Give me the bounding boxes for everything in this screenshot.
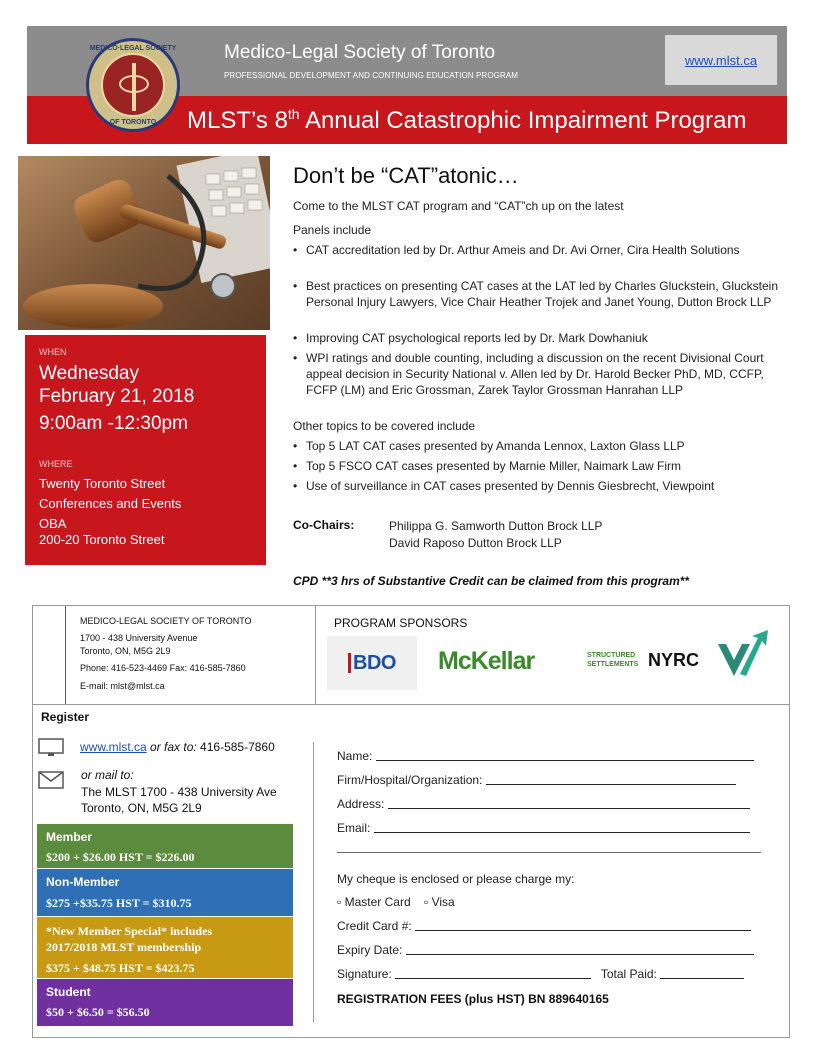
signature-blank[interactable] bbox=[395, 968, 591, 979]
total-paid-blank[interactable] bbox=[660, 968, 744, 979]
expiry-blank[interactable] bbox=[406, 944, 754, 955]
when-where-box bbox=[25, 335, 266, 565]
topic-item: • Top 5 LAT CAT cases presented by Amanda Lennox, Laxton Glass LLP bbox=[293, 438, 783, 454]
seal-bottom-text: OF TORONTO bbox=[109, 119, 157, 126]
register-web-line bbox=[80, 740, 275, 754]
email-field bbox=[337, 821, 750, 835]
contact-phone: Phone: 416-523-4469 Fax: 416-585-7860 bbox=[80, 663, 246, 673]
cochair-name: Philippa G. Samworth Dutton Brock LLP bbox=[389, 519, 603, 533]
headline: Don’t be “CAT”atonic… bbox=[293, 163, 519, 188]
divider bbox=[32, 704, 790, 705]
contact-city: Toronto, ON, M5G 2L9 bbox=[80, 646, 171, 656]
fee-name: Student bbox=[46, 985, 91, 999]
cochair-name: David Raposo Dutton Brock LLP bbox=[389, 536, 562, 550]
seal-center bbox=[101, 53, 165, 117]
bdo-bar-icon bbox=[348, 653, 351, 673]
mckellar-tagline bbox=[587, 651, 638, 669]
name-field bbox=[337, 749, 754, 763]
nyrc-arrow-icon bbox=[712, 630, 770, 684]
mastercard-label: Master Card bbox=[344, 895, 411, 909]
name-label: Name: bbox=[337, 749, 373, 763]
program-title bbox=[187, 106, 746, 135]
topic-item: • Use of surveillance in CAT cases presented by Dennis Giesbrecht, Viewpoint bbox=[293, 478, 783, 494]
envelope-icon bbox=[38, 771, 64, 789]
cpd-credit-note: CPD **3 hrs of Substantive Credit can be claimed from this program** bbox=[293, 574, 690, 588]
cheque-text: My cheque is enclosed or please charge my: bbox=[337, 872, 575, 886]
org-subtitle: PROFESSIONAL DEVELOPMENT AND CONTINUING EDUCATION PROGRAM bbox=[224, 71, 519, 80]
mail-city: Toronto, ON, M5G 2L9 bbox=[81, 801, 202, 815]
fee-member bbox=[37, 824, 293, 868]
signature-field bbox=[337, 967, 744, 981]
sponsors-heading: PROGRAM SPONSORS bbox=[334, 616, 468, 630]
monitor-icon bbox=[38, 738, 64, 758]
signature-label: Signature: bbox=[337, 967, 392, 981]
contact-email: E-mail: mlst@mlst.ca bbox=[80, 681, 165, 691]
fee-non-member bbox=[37, 869, 293, 916]
register-heading: Register bbox=[41, 710, 90, 724]
card-options bbox=[337, 895, 455, 909]
where-line: Twenty Toronto Street bbox=[39, 476, 166, 491]
program-title-pre: MLST’s 8 bbox=[187, 107, 288, 134]
mckellar-logo: McKellar bbox=[438, 647, 535, 675]
contact-address: 1700 - 438 University Avenue bbox=[80, 633, 198, 643]
contact-org: MEDICO-LEGAL SOCIETY OF TORONTO bbox=[80, 616, 252, 626]
panels-heading: Panels include bbox=[293, 223, 372, 237]
website-link[interactable]: www.mlst.ca bbox=[684, 52, 758, 68]
fax-number: 416-585-7860 bbox=[200, 740, 275, 754]
org-name: Medico-Legal Society of Toronto bbox=[224, 42, 496, 63]
expiry-field bbox=[337, 943, 754, 957]
panel-item: • Improving CAT psychological reports led by Dr. Mark Dowhaniuk bbox=[293, 330, 783, 346]
credit-card-field bbox=[337, 919, 751, 933]
checkbox-icon[interactable]: ▫ bbox=[423, 895, 429, 909]
fee-new-member-special bbox=[37, 917, 293, 978]
visa-label: Visa bbox=[431, 895, 455, 909]
fee-price: $50 + $6.50 = $56.50 bbox=[46, 1005, 150, 1019]
mail-intro: or mail to: bbox=[81, 768, 134, 782]
bdo-logo-text: BDO bbox=[353, 651, 396, 674]
expiry-label: Expiry Date: bbox=[337, 943, 403, 957]
firm-label: Firm/Hospital/Organization: bbox=[337, 773, 483, 787]
fee-student bbox=[37, 979, 293, 1026]
panel-item: • Best practices on presenting CAT cases at the LAT led by Charles Gluckstein, Gluckstein Personal Injury Lawyers, Vice Chair Heather Trojek and Janet Young, Dutton Brock LLP bbox=[293, 278, 783, 310]
email-label: Email: bbox=[337, 821, 371, 835]
fee-price: $200 + $26.00 HST = $226.00 bbox=[46, 850, 195, 864]
name-blank[interactable] bbox=[376, 750, 754, 761]
register-website-link[interactable]: www.mlst.ca bbox=[80, 740, 147, 754]
cochairs-label: Co-Chairs: bbox=[293, 518, 355, 532]
fee-name: Member bbox=[46, 830, 93, 844]
other-topics-heading: Other topics to be covered include bbox=[293, 419, 476, 433]
email-blank[interactable] bbox=[374, 822, 750, 833]
gavel-stethoscope-photo bbox=[18, 156, 270, 330]
panel-item: • CAT accreditation led by Dr. Arthur Ameis and Dr. Avi Orner, Cira Health Solutions bbox=[293, 242, 783, 258]
fee-name: *New Member Special* includes bbox=[46, 924, 213, 938]
panel-item: • WPI ratings and double counting, including a discussion on the recent Divisional Court appeal decision in Security National v. Allen led by Dr. Harold Becker PhD, MD, CCFP, FCFP (LM) and Eric Grossman, Zarek Taylor Grossman Hanrahan LLP bbox=[293, 350, 783, 398]
where-line: 200-20 Toronto Street bbox=[39, 532, 165, 547]
firm-blank[interactable] bbox=[486, 774, 736, 785]
nyrc-logo: NYRC bbox=[648, 650, 700, 670]
mckellar-tagline-line: SETTLEMENTS bbox=[587, 661, 639, 668]
where-line: OBA bbox=[39, 516, 67, 531]
mail-address: The MLST 1700 - 438 University Ave bbox=[81, 785, 277, 799]
checkbox-icon[interactable]: ▫ bbox=[337, 895, 342, 909]
seal-top-text: MEDICO·LEGAL SOCIETY bbox=[89, 45, 177, 52]
website-box bbox=[665, 35, 777, 85]
topic-item: • Top 5 FSCO CAT cases presented by Marnie Miller, Naimark Law Firm bbox=[293, 458, 783, 474]
divider bbox=[313, 742, 314, 1022]
intro-text: Come to the MLST CAT program and “CAT”ch up on the latest bbox=[293, 199, 624, 213]
firm-field bbox=[337, 773, 736, 787]
address-label: Address: bbox=[337, 797, 385, 811]
divider bbox=[65, 606, 66, 704]
divider bbox=[337, 852, 761, 853]
address-blank[interactable] bbox=[388, 798, 750, 809]
event-time: 9:00am -12:30pm bbox=[39, 413, 188, 434]
address-field bbox=[337, 797, 750, 811]
program-title-sup: th bbox=[287, 106, 300, 122]
fax-text: or fax to: bbox=[146, 740, 201, 754]
credit-card-blank[interactable] bbox=[415, 920, 751, 931]
society-seal-logo bbox=[86, 38, 180, 132]
program-title-post: Annual Catastrophic Impairment Program bbox=[299, 107, 747, 134]
fee-price: $375 + $48.75 HST = $423.75 bbox=[46, 961, 195, 975]
fee-name: Non-Member bbox=[46, 875, 120, 889]
where-label: WHERE bbox=[39, 459, 73, 469]
event-day: Wednesday bbox=[39, 363, 139, 384]
total-paid-label: Total Paid: bbox=[600, 967, 657, 981]
bdo-logo bbox=[327, 636, 417, 690]
divider bbox=[315, 606, 316, 704]
fee-name-line2: 2017/2018 MLST membership bbox=[46, 940, 202, 954]
mckellar-tagline-line: STRUCTURED bbox=[587, 652, 636, 659]
where-line: Conferences and Events bbox=[39, 496, 182, 511]
event-date: February 21, 2018 bbox=[39, 386, 195, 407]
credit-card-label: Credit Card #: bbox=[337, 919, 412, 933]
registration-fees-note: REGISTRATION FEES (plus HST) BN 889640165 bbox=[337, 992, 609, 1006]
fee-price: $275 +$35.75 HST = $310.75 bbox=[46, 896, 192, 910]
when-label: WHEN bbox=[39, 347, 67, 357]
seal-serpent-icon bbox=[119, 75, 149, 93]
